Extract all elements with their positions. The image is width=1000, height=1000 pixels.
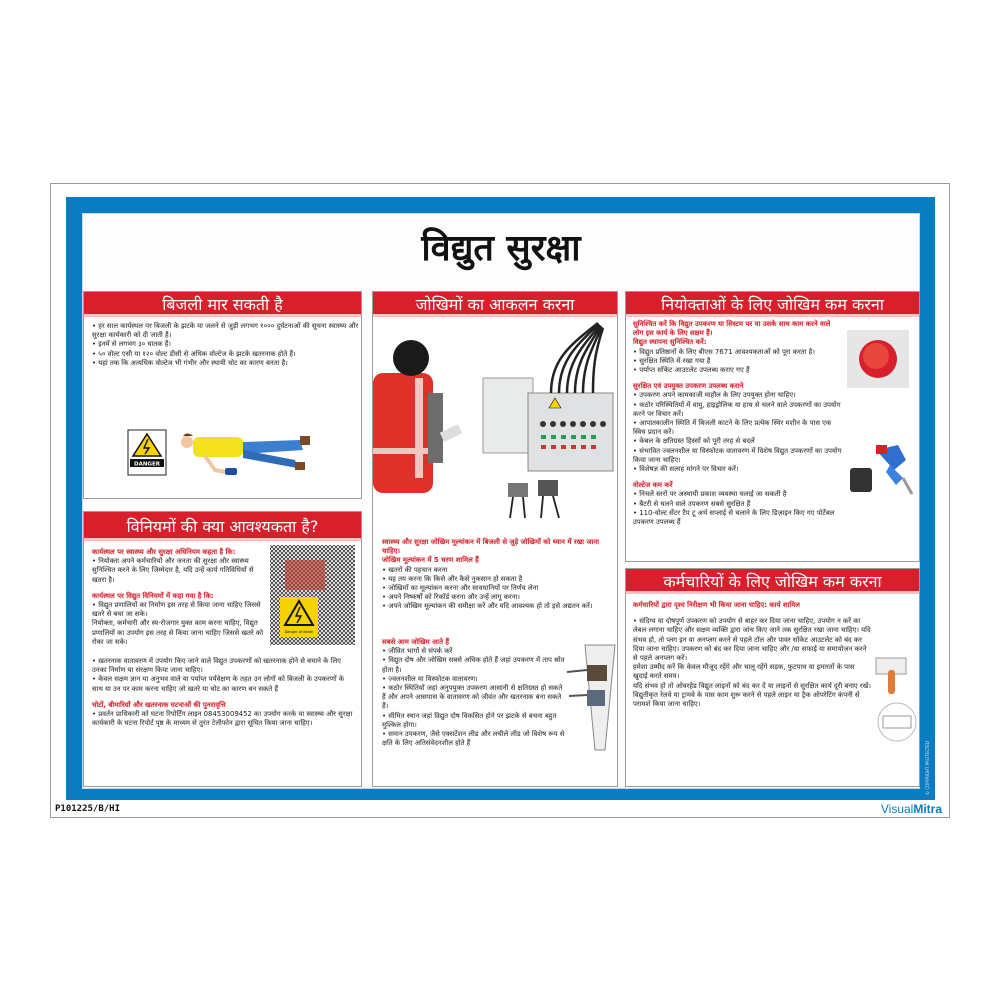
danger-sign-text: Danger of death (284, 630, 314, 634)
list-item: • 110-वोल्ट सेंटर टैप टू अर्थ सप्लाई से चलाने के लिए डिज़ाइन किए गए पोर्टेबल उपकरण उपलब्ध हैं (633, 508, 835, 527)
product-code: P101225/B/HI (55, 804, 121, 814)
list-item: • अपने निष्कर्षों को रिकॉर्ड करना और उन्हें लागू करना। (382, 593, 520, 602)
list-item: • विद्युत दोष और जोखिम सबसे अधिक होते हैं जहां उपकरण में ताप स्रोत होता है। (382, 656, 565, 674)
list-item: • कठोर स्थितियों जहां अनुपयुक्त उपकरण आसानी से क्षतिग्रस्त हो सकते हैं और अपने आसपास के वातावरण को जीवंत और खतरनाक बना सकते हैं। (382, 684, 563, 711)
section-text (633, 601, 871, 709)
list-item: • केवल सक्षम ज्ञान या अनुभव वाले या पर्याप्त पर्यवेक्षण के तहत उन लोगों को बिजली के उपकरणों के साथ या उन पर काम करना चाहिए जो खतरे या चोट का कारण बन सकते हैं (92, 675, 345, 693)
subheading: सुनिश्चित करें कि विद्युत उपकरण या सिस्टम पर या उसके साथ काम करने वाले लोग इस कार्य के लिए सक्षम हैं। (633, 320, 831, 338)
list-item: • केबल के क्षतिग्रस्त हिस्सों को पूरी तरह से बदलें (633, 437, 755, 446)
list-item: • प्रवर्तन प्राधिकारी को घटना रिपोर्टिंग लाइन 08453009452 का उपयोग करके या स्वास्थ्य और सुरक्षा कार्यकारी के घटना रिपोर्ट पृष्ठ के माध्यम से तुरंत टेलीफोन द्वारा सूचित किया जाना चाहिए। (92, 710, 353, 728)
list-item: • संभावित ज्वलनशील या विस्फोटक वातावरण में विशेष विद्युत उपकरणों का उपयोग किया जाना चाहिए। (633, 446, 842, 464)
section-text (382, 538, 612, 612)
subheading: जोखिम मूल्यांकन में 5 चरण शामिल हैं (382, 556, 479, 565)
section-text (92, 548, 267, 647)
list-item: • बैटरी से चलने वाले उपकरण सबसे सुरक्षित हैं (633, 499, 751, 508)
subheading: स्वास्थ्य और सुरक्षा जोखिम मूल्यांकन में बिजली से जुड़े जोखिमों को ध्यान में रखा जाना चाहिए। (382, 538, 599, 556)
cordless-drill-illustration (848, 440, 916, 500)
electrocuted-worker-illustration (125, 420, 355, 490)
list-item: • सुरक्षित स्थिति में रखा गया है (633, 356, 711, 365)
list-item: • विद्युत प्रणालियों का निर्माण इस तरह से किया जाना चाहिए जिससे खतरे से बचा जा सके। (92, 601, 261, 619)
subheading: सबसे आम जोखिम आते हैं (382, 638, 450, 646)
list-item: • विशेषज्ञ की सलाह मांगने पर विचार करें। (633, 465, 739, 474)
brand-logo (881, 802, 942, 816)
extension-lead-illustration (565, 640, 617, 755)
subheading: सुरक्षित एवं उपयुक्त उपकरण उपलब्ध कराने (633, 382, 744, 391)
copyright-text: © COPYRIGHT PROTECTED (925, 741, 930, 795)
list-item: • समान उपकरण, जैसे एक्सटेंशन लीड और लचीले लीड जो विशेष रूप से क्षति के लिए अतिसंवेदनशील होते हैं (382, 730, 565, 748)
section-text (633, 320, 843, 527)
section-text (92, 322, 360, 368)
list-item: • विद्युत प्रतिष्ठानों के लिए बीएस 7671 आवश्यकताओं को पूरा करता है। (633, 347, 815, 356)
list-item: • खतरों की पहचान करना (382, 565, 448, 574)
section-header: विनियमों की क्या आवश्यकता है? (84, 512, 361, 541)
fenced-danger-area-illustration (270, 545, 355, 645)
list-item: • ५० वोल्ट एसी या १२० वोल्ट डीसी से अधिक वोल्टेज के झटके खतरनाक होते हैं। (92, 349, 296, 358)
section-header: नियोक्ताओं के लिए जोखिम कम करना (626, 292, 919, 317)
list-item: • अपने जोखिम मूल्यांकन की समीक्षा करें और यदि आवश्यक हो तो इसे अद्यतन करें। (382, 602, 593, 611)
socket-switch-illustration (873, 650, 918, 745)
subheading: वोल्टेज कम करें (633, 481, 673, 490)
section-text (92, 657, 354, 728)
emergency-stop-button-illustration (847, 330, 909, 388)
list-item: • कठोर परिस्थितियों में वायु, हाइड्रोलिक या हाथ से चलने वाले उपकरणों का उपयोग करने पर विचार करें। (633, 400, 841, 418)
subheading: कर्मचारियों द्वारा दृश्य निरीक्षण भी किया जाना चाहिए: कार्य शामिल (633, 601, 800, 609)
list-item: • हर साल कार्यस्थल पर बिजली के झटके या जलने से जुड़ी लगभग १००० दुर्घटनाओं की सूचना स्वास्थ्य और सुरक्षा कार्यकारी को दी जाती है। (92, 322, 359, 340)
list-item: • यहां तक कि अत्यधिक वोल्टेज भी गंभीर और स्थायी चोट का कारण बनता है। (92, 358, 288, 367)
list-item: • इनमें से लगभग ३० घातक हैं। (92, 340, 171, 349)
list-item: नियोक्ता, कर्मचारी और स्व-रोजगार युक्त काम करना चाहिए, विद्युत प्रणालियों का उपयोग इस तरह से किया जाना चाहिए जिससे खतरे को रोका जा सके। (92, 619, 263, 646)
list-item: हमेशा उम्मीद करें कि केवल मौजूद रहेंगे और चालू रहेंगे सड़क, फुटपाथ या इमारतों के पास खुदाई करते समय। (633, 663, 855, 681)
worker-inspecting-panel-illustration (373, 318, 617, 523)
list-item: विद्युतीकृत रेलवे या ट्रामवे के पास काम शुरू करने से पहले लाइन या ट्रैक ऑपरेटिंग कंपनी से परामर्श किया जाना चाहिए। (633, 690, 860, 709)
section-header: कर्मचारियों के लिए जोखिम कम करना (626, 569, 919, 594)
section-header: जोखिमों का आकलन करना (373, 292, 617, 317)
logo-text-bold: Mitra (913, 802, 942, 816)
list-item: • ज्वलनशील या विस्फोटक वातावरण। (382, 674, 478, 683)
logo-text-light: Visual (880, 802, 914, 816)
list-item: • सीमित स्थान जहां विद्युत दोष विकसित होने पर झटके से बचना बहुत मुश्किल होगा। (382, 711, 557, 729)
subheading: चोटों, बीमारियों और खतरनाक घटनाओं की पुनरावृत्ति (92, 700, 226, 709)
list-item: • संदिग्ध या दोषपूर्ण उपकरण को उपयोग से बाहर कर दिया जाना चाहिए, उपयोग न करें का लेबल लगाना चाहिए और सक्षम व्यक्ति द्वारा जांच किए जाने तक सुरक्षित रखा जाना चाहिए। यदि संभव हो, तो प्लग इन या अनप्लग करने से पहले टॉल और पावर सॉकेट आउटलेट को बंद कर दिया जाना चाहिए। उपकरण को बंद कर दिया जाना चाहिए और /या सफाई या समायोजन करने से पहले अनप्लग करें। (633, 617, 871, 663)
list-item: • उपकरण अपने कामकाजी माहौल के लिए उपयुक्त होना चाहिए। (633, 391, 796, 400)
section-header: बिजली मार सकती है (84, 292, 361, 317)
list-item: • नियोक्ता अपने कर्मचारियों और जनता की सुरक्षा और स्वास्थ्य सुनिश्चित करने के लिए जिम्मेदार है, यदि उन्हें कार्य गतिविधियों से खतरा है। (92, 557, 254, 584)
list-item: • जोखिमों का मूल्यांकन करना और सावधानियों पर निर्णय लेना (382, 584, 539, 593)
list-item: • यह तय करना कि किसे और कैसे नुकसान हो सकता है (382, 574, 523, 583)
list-item: • जीवित भागों से संपर्क करें (382, 647, 453, 656)
subheading: कार्यस्थल पर स्वास्थ्य और सुरक्षा अधिनियम कहता है कि: (92, 548, 236, 556)
list-item: • पर्याप्त सॉकेट आउटलेट उपलब्ध कराए गए हैं (633, 366, 750, 375)
subheading: विद्युत स्थापना सुनिश्चित करें: (633, 338, 707, 347)
list-item: • निचले स्तरों पर अस्थायी प्रकाश व्यवस्था चलाई जा सकती है (633, 490, 787, 499)
list-item: • खतरनाक वातावरण में उपयोग किए जाने वाले विद्युत उपकरणों को खतरनाक होने से बचाने के लिए उनका निर्माण या संरक्षण किया जाना चाहिए। (92, 657, 341, 675)
danger-sign-text: DANGER (134, 461, 160, 468)
subheading: कार्यस्थल पर विद्युत विनियमों में कहा गया है कि: (92, 591, 214, 600)
page-title: विद्युत सुरक्षा (421, 228, 581, 269)
list-item: • आपातकालीन स्थिति में बिजली काटने के लिए प्रत्येक स्थिर मशीन के पास एक स्विच प्रदान करें। (633, 419, 832, 437)
section-text (382, 638, 567, 748)
list-item: यदि संभव हो तो ओवरहेड विद्युत लाइनों को बंद कर दें या लाइनों से सुरक्षित कार्य दूरी बनाए रखें। (633, 681, 871, 690)
